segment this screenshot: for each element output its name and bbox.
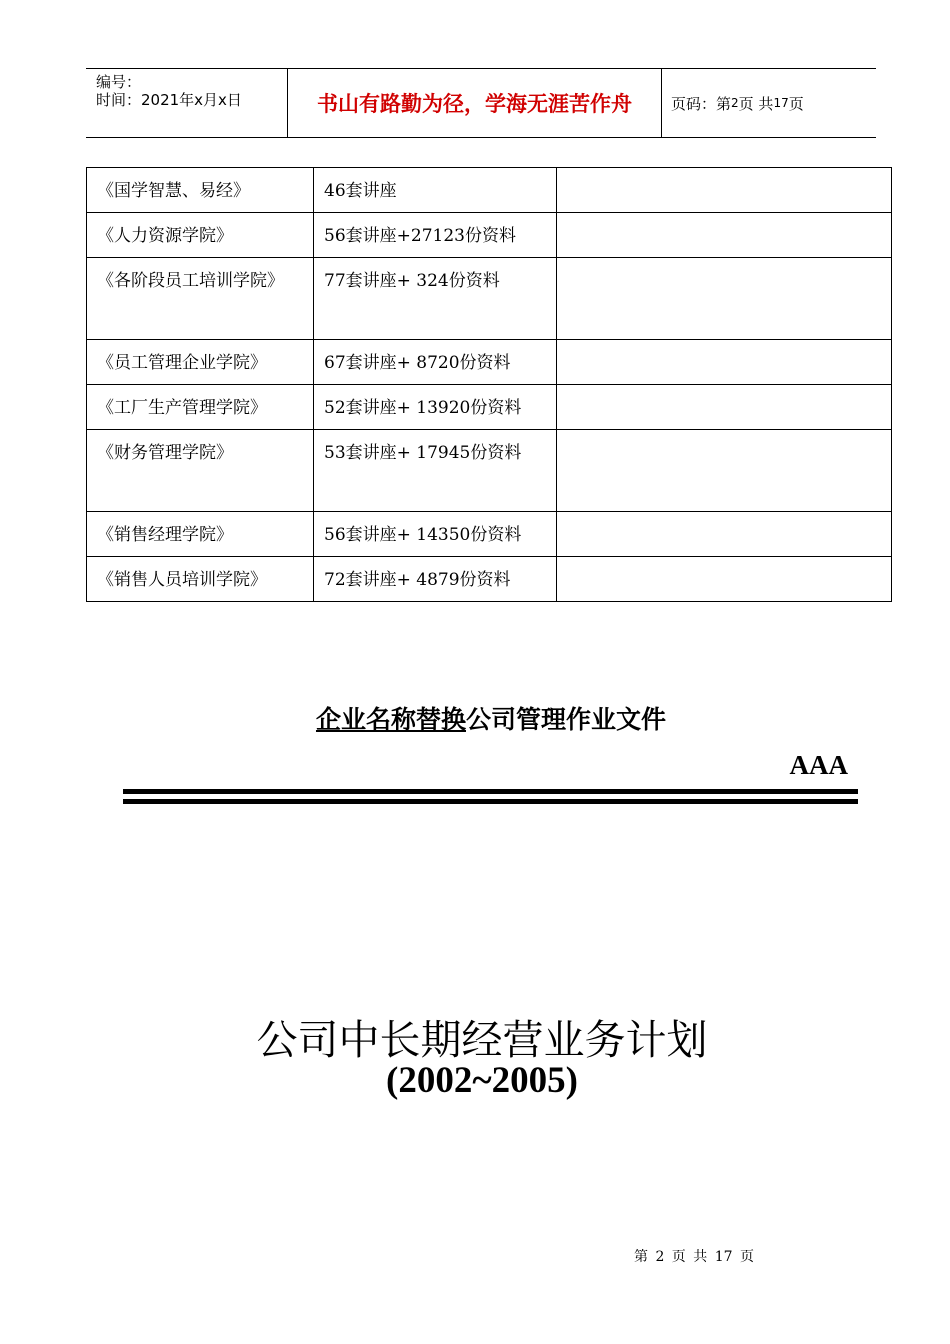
table-row	[87, 258, 892, 340]
page-prefix: 页码：第	[671, 94, 732, 113]
doc-type: 公司管理作业文件	[466, 705, 667, 734]
course-desc: 52套讲座+ 13920份资料	[314, 385, 557, 430]
table-row	[87, 213, 892, 258]
course-desc: 53套讲座+ 17945份资料	[314, 430, 557, 512]
course-extra	[557, 340, 892, 385]
table-row	[87, 385, 892, 430]
course-name: 《各阶段员工培训学院》	[87, 258, 314, 340]
course-extra	[557, 258, 892, 340]
company-doc-heading	[0, 700, 950, 736]
course-name: 《员工管理企业学院》	[87, 340, 314, 385]
course-extra	[557, 213, 892, 258]
course-name: 《工厂生产管理学院》	[87, 385, 314, 430]
page-header	[86, 68, 876, 138]
document-code: AAA	[789, 750, 848, 780]
course-desc: 72套讲座+ 4879份资料	[314, 557, 557, 602]
course-extra	[557, 385, 892, 430]
page-total: 17	[773, 96, 789, 110]
table-row	[87, 512, 892, 557]
course-desc: 56套讲座+ 14350份资料	[314, 512, 557, 557]
time-label: 时间：2021年x月x日	[96, 91, 242, 109]
header-page-number	[661, 69, 876, 137]
document-title: 公司中长期经营业务计划	[256, 1016, 708, 1064]
course-name: 《销售经理学院》	[87, 512, 314, 557]
table-row	[87, 430, 892, 512]
table-row	[87, 340, 892, 385]
course-extra	[557, 168, 892, 213]
table-row	[87, 168, 892, 213]
course-desc: 67套讲座+ 8720份资料	[314, 340, 557, 385]
course-name: 《国学智慧、易经》	[87, 168, 314, 213]
course-extra	[557, 430, 892, 512]
header-meta	[86, 69, 286, 137]
course-name: 《人力资源学院》	[87, 213, 314, 258]
number-label: 编号：	[96, 73, 142, 91]
course-desc: 56套讲座+27123份资料	[314, 213, 557, 258]
course-extra	[557, 557, 892, 602]
course-extra	[557, 512, 892, 557]
page-suffix: 页	[788, 94, 804, 113]
page-mid: 页 共	[738, 94, 774, 113]
divider	[123, 799, 858, 804]
table-row	[87, 557, 892, 602]
lecture-table	[86, 167, 892, 602]
course-name: 《财务管理学院》	[87, 430, 314, 512]
header-motto: 书山有路勤为径，学海无涯苦作舟	[287, 69, 662, 137]
course-name: 《销售人员培训学院》	[87, 557, 314, 602]
company-name: 企业名称替换	[315, 705, 466, 734]
page-footer: 第 2 页 共 17 页	[634, 1249, 754, 1265]
course-desc: 77套讲座+ 324份资料	[314, 258, 557, 340]
course-desc: 46套讲座	[314, 168, 557, 213]
document-years: (2002~2005)	[386, 1060, 578, 1101]
divider	[123, 789, 858, 794]
page-num: 2	[731, 96, 739, 110]
